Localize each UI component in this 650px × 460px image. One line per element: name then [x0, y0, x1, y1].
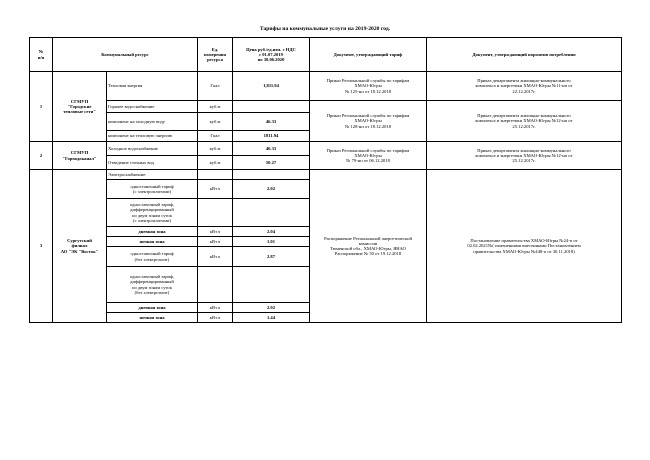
resource-cell: Электроснабжение: — [107, 170, 198, 180]
resource-cell: компонент на холодную воду — [107, 113, 198, 131]
unit-cell — [198, 199, 233, 227]
resource-cell: Отведение сточных вод — [107, 156, 198, 170]
tariff-doc-cell: Приказ Региональной службы по тарифам ХМАО-Югры № 128-нп от 18.12.2018 — [310, 101, 427, 142]
price-cell: 2.04 — [233, 227, 310, 237]
price-cell — [233, 170, 310, 180]
price-cell: 1811.94 — [233, 131, 310, 142]
price-cell: 46.33 — [233, 142, 310, 156]
unit-cell: куб.м — [198, 156, 233, 170]
price-cell: 2.02 — [233, 180, 310, 199]
resource-cell: одноставочный тариф (с электроплитами) — [107, 180, 198, 199]
norm-doc-cell: Приказ департамента жилищно-коммунального комплекса и энергетики ХМАО-Югры №12-нп от 25.12.2017г. — [427, 142, 622, 170]
unit-cell: кВт.ч — [198, 180, 233, 199]
row-num: 3 — [30, 170, 53, 323]
price-cell: 1.01 — [233, 237, 310, 247]
unit-cell: куб.м — [198, 142, 233, 156]
tariffs-table — [29, 37, 622, 323]
tariff-doc-cell: Приказ Региональной службы по тарифам ХМАО-Югры № 79-нп от 06.12.2018 — [310, 142, 427, 170]
unit-cell: куб.м — [198, 113, 233, 131]
price-cell: 2.92 — [233, 303, 310, 313]
table-row — [30, 170, 622, 180]
unit-cell: Гкал — [198, 131, 233, 142]
price-cell: 46.33 — [233, 113, 310, 131]
header-tariff-doc: Документ, утверждающий тариф — [310, 38, 427, 72]
tariff-doc-cell: Распоряжение Региональной энергетической комиссии Тюменской обл., ХМАО-Югры, ЯНАО Распоряжение № 50 от 19.12.2018 — [310, 170, 427, 323]
tariff-doc-cell: Приказ Региональной службы по тарифам ХМАО-Югры № 125-нп от 18.12.2018 — [310, 72, 427, 101]
resource-cell: компонент на тепловую энергию — [107, 131, 198, 142]
org-name: Сургутский филиал АО "ЭК "Восток" — [53, 170, 107, 323]
table-header-row — [30, 38, 622, 72]
unit-cell: кВт.ч — [198, 237, 233, 247]
table-row — [30, 142, 622, 156]
price-cell: 50.27 — [233, 156, 310, 170]
resource-cell: Холодное водоснабжение — [107, 142, 198, 156]
header-unit: Ед. измерения ресурса — [198, 38, 233, 72]
table-row — [30, 101, 622, 113]
resource-cell: одноставочный тариф, дифференцированный по двум зонам суток (без электроплит) — [107, 267, 198, 303]
table-row — [30, 72, 622, 101]
unit-cell: куб.м — [198, 101, 233, 113]
price-cell — [233, 101, 310, 113]
header-norm-doc: Документ, утверждающий норматив потребления — [427, 38, 622, 72]
row-num: 2 — [30, 142, 53, 170]
unit-cell: кВт.ч — [198, 247, 233, 267]
resource-cell: дневная зона — [107, 227, 198, 237]
unit-cell: Гкал — [198, 72, 233, 101]
header-resource: Коммунальный ресурс — [53, 38, 198, 72]
unit-cell: кВт.ч — [198, 227, 233, 237]
resource-cell: Тепловая энергия — [107, 72, 198, 101]
org-name: СГМУП "Городские тепловые сети" — [53, 72, 107, 142]
price-cell: 1,811.94 — [233, 72, 310, 101]
norm-doc-cell: Приказ департамента жилищно-коммунального комплекса и энергетики ХМАО-Югры №11-нп от 22.12.2017г. — [427, 72, 622, 101]
norm-doc-cell: Постановление правительства ХМАО-Югры №24-п от 02.02.2021№( изменениями внесенными Постановлением правительства ХМАО-Югры №448-п от 30.11.2018) — [427, 170, 622, 323]
unit-cell — [198, 267, 233, 303]
resource-cell: одноставочный тариф (без электроплит) — [107, 247, 198, 267]
price-cell: 1.44 — [233, 313, 310, 323]
resource-cell: дневная зона — [107, 303, 198, 313]
header-num: № п/п — [30, 38, 53, 72]
resource-cell: одноставочный тариф, дифференцированный по двум зонам суток (с электроплитами) — [107, 199, 198, 227]
price-cell — [233, 199, 310, 227]
unit-cell: кВт.ч — [198, 313, 233, 323]
unit-cell: кВт.ч — [198, 303, 233, 313]
unit-cell — [198, 170, 233, 180]
org-name: СГМУП "Горводоканал" — [53, 142, 107, 170]
row-num: 1 — [30, 72, 53, 142]
page-title: Тарифы на коммунальные услуги на 2019-2020 год. — [259, 26, 391, 32]
resource-cell: ночная зона — [107, 313, 198, 323]
norm-doc-cell: Приказ департамента жилищно-коммунального комплекса и энергетики ХМАО-Югры №12-нп от 25.12.2017г. — [427, 101, 622, 142]
price-cell: 2.87 — [233, 247, 310, 267]
header-price: Цена руб./ед.изм. с НДС с 01.07.2019 по 30.06.2020 — [233, 38, 310, 72]
resource-cell: Горячее водоснабжение — [107, 101, 198, 113]
price-cell — [233, 267, 310, 303]
resource-cell: ночная зона — [107, 237, 198, 247]
